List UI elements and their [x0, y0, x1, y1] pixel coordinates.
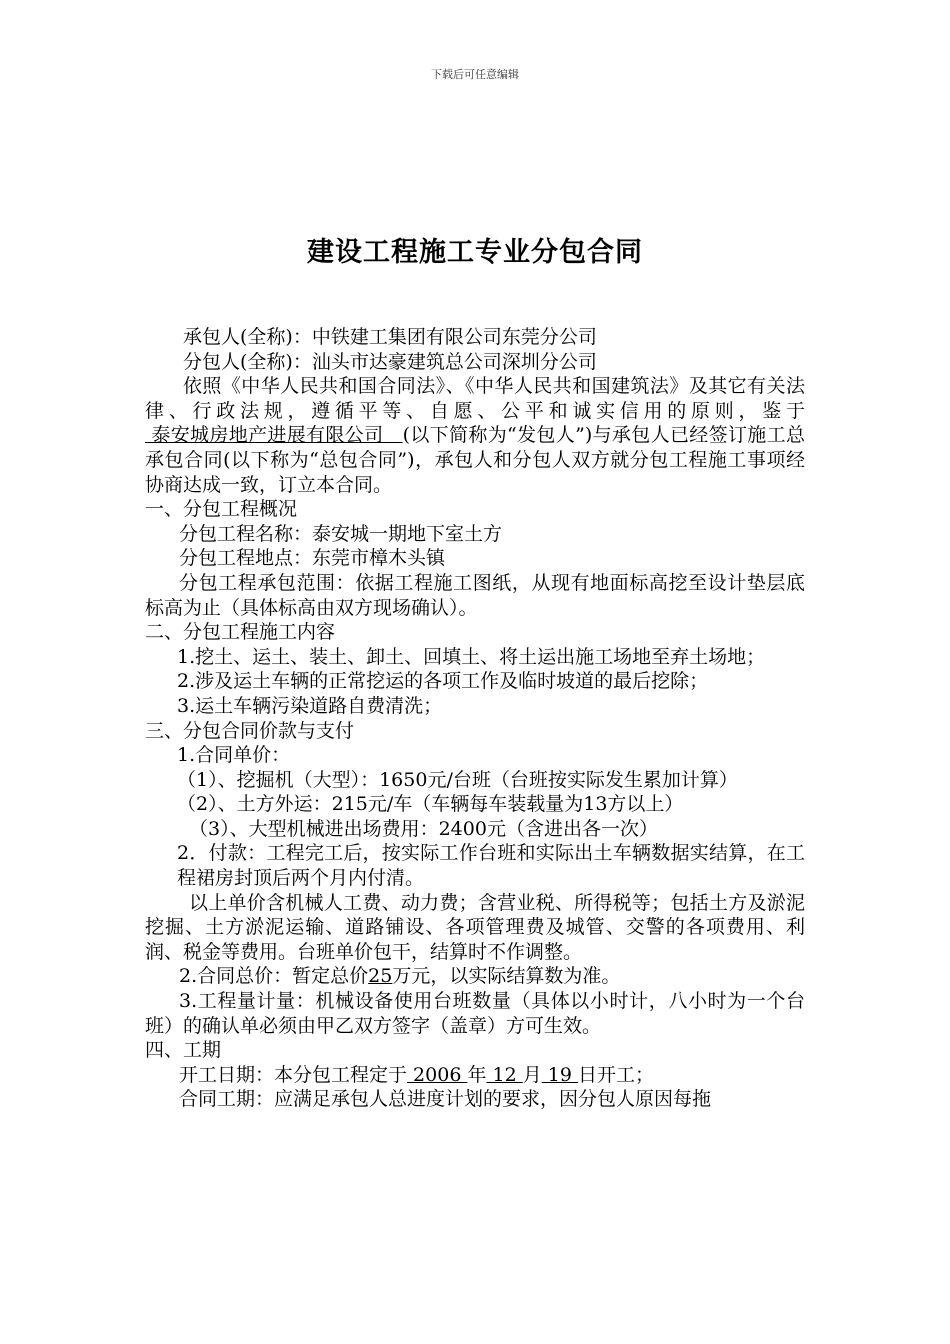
start-date-label: 开工日期：本分包工程定于 [179, 1063, 408, 1086]
section-4-heading: 四、工期 [145, 1039, 222, 1062]
section-2-heading: 二、分包工程施工内容 [145, 621, 336, 644]
intro-text-2: (以下简称为“发包人”)与承包人已经签订施工总承包合同(以下称为“总包合同”)，承包人和分包人双方就分包工程施工事项经协商达成一致，订立本合同。 [145, 424, 805, 496]
start-year-unit: 年 [467, 1063, 487, 1086]
page-header-note: 下载后可任意编辑 [431, 68, 519, 81]
project-location: 分包工程地点：东莞市樟木头镇 [179, 547, 446, 570]
price-excavator: （1）、挖掘机（大型）：1650元/台班（台班按实际发生累加计算） [177, 768, 738, 791]
start-month: 12 [486, 1063, 523, 1086]
quantity-measurement: 3.工程量计量：机械设备使用台班数量（具体以小时计，八小时为一个台班）的确认单必须由甲乙双方签字（盖章）方可生效。 [145, 990, 805, 1037]
total-price-amount: 25 [368, 965, 393, 988]
contract-duration: 合同工期：应满足承包人总进度计划的要求，因分包人原因每拖 [179, 1088, 712, 1111]
start-day-unit: 日开工； [578, 1063, 655, 1086]
price-transport: （2）、土方外运：215元/车（车辆每车装载量为13方以上） [177, 793, 684, 816]
section-1-heading: 一、分包工程概况 [145, 498, 298, 521]
work-item-2: 2.涉及运土车辆的正常挖运的各项工作及临时坡道的最后挖除； [177, 670, 709, 693]
total-price-label: 2.合同总价：暂定总价 [179, 965, 369, 988]
project-name: 分包工程名称：泰安城一期地下室土方 [179, 522, 503, 545]
employer-name: 泰安城房地产进展有限公司 [145, 424, 403, 447]
work-item-1: 1.挖土、运土、装土、卸土、回填土、将土运出施工场地至弃土场地； [177, 645, 766, 668]
start-day: 19 [541, 1063, 579, 1086]
subcontractor-line: 分包人(全称)：汕头市达豪建筑总公司深圳分公司 [183, 350, 597, 373]
contractor-line: 承包人(全称)：中铁建工集团有限公司东莞分公司 [183, 326, 597, 348]
payment-terms: 2．付款：工程完工后，按实际工作台班和实际出土车辆数据实结算，在工程裙房封顶后两个月内付清。 [177, 842, 805, 890]
start-year: 2006 [407, 1063, 468, 1086]
section-3-heading: 三、分包合同价款与支付 [145, 719, 355, 742]
intro-paragraph [145, 374, 805, 497]
total-price-unit: 万元，以实际结算数为准。 [392, 965, 621, 988]
price-machinery-entry: （3）、大型机械进出场费用：2400元（含进出各一次） [189, 817, 658, 840]
project-scope: 分包工程承包范围：依据工程施工图纸，从现有地面标高挖至设计垫层底标高为止（具体标高由双方现场确认）。 [145, 571, 805, 619]
unit-price-heading: 1.合同单价： [177, 744, 291, 767]
price-inclusions: 以上单价含机械人工费、动力费；含营业税、所得税等；包括土方及淤泥挖掘、土方淤泥运输、道路铺设、各项管理费及城管、交警的各项费用、利润、税金等费用。台班单价包干，结算时不作调整。 [145, 891, 805, 963]
work-item-3: 3.运土车辆污染道路自费清洗； [177, 694, 443, 717]
document-title: 建设工程施工专业分包合同 [307, 237, 643, 268]
total-price [145, 964, 805, 989]
intro-text-1: 依照《中华人民共和国合同法》、《中华人民共和国建筑法》及其它有关法律、行政法规，遵循平等、自愿、公平和诚实信用的原则，鉴于 [145, 375, 805, 422]
start-month-unit: 月 [522, 1063, 542, 1086]
contract-body [145, 325, 805, 1112]
start-date [145, 1063, 805, 1088]
